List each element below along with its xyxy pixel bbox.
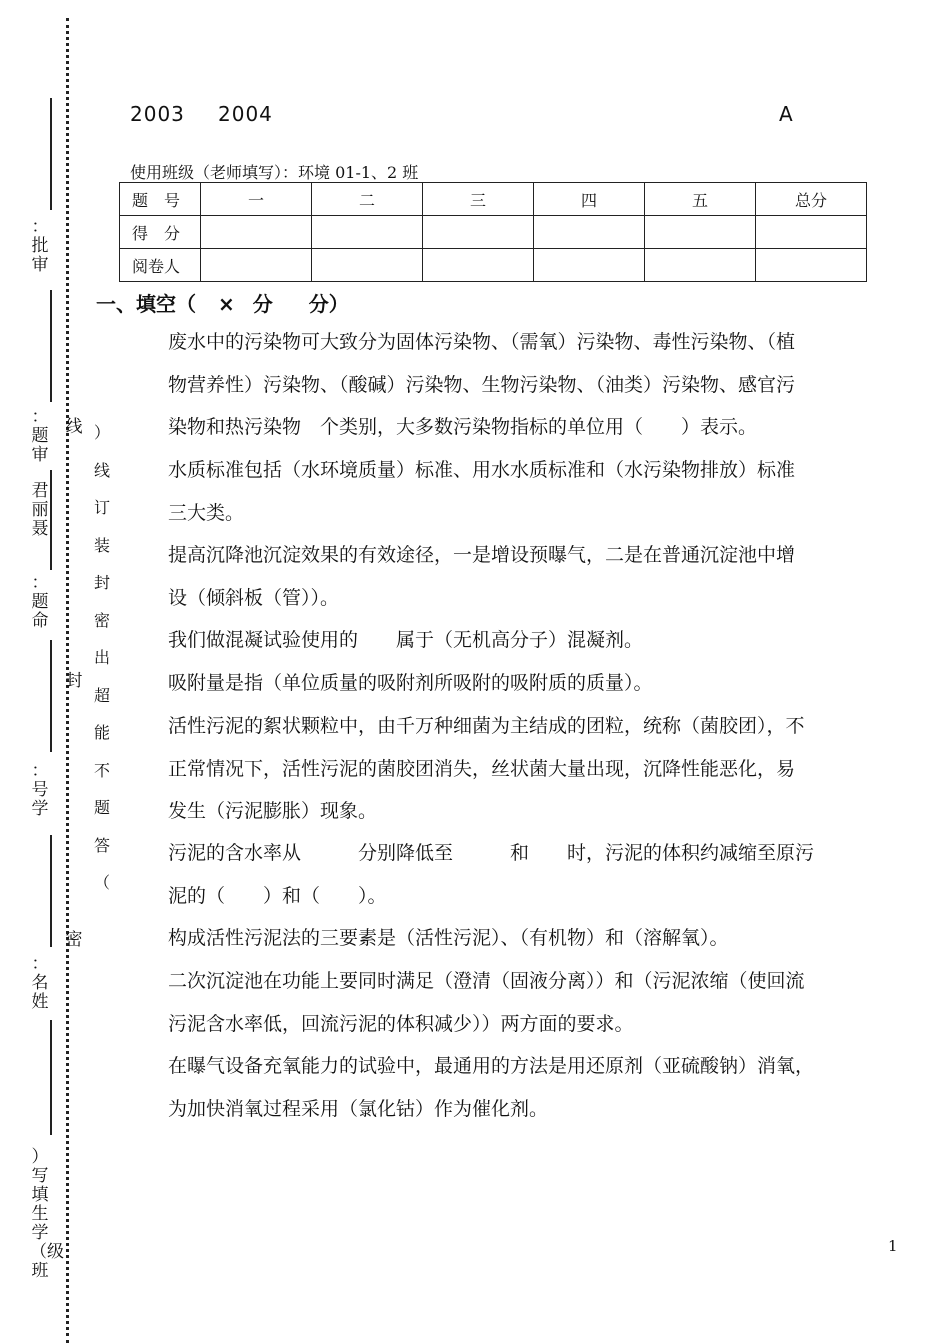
grader-cell [312, 249, 423, 282]
question-line: 废水中的污染物可大致分为固体污染物、（需氧）污染物、毒性污染物、（植 [168, 331, 796, 353]
section-title-prefix: 一、填空（ [96, 292, 196, 316]
margin-student-no-label: ：号学 [31, 761, 49, 819]
score-cell [645, 216, 756, 249]
section-title-fen2: 分） [308, 292, 349, 316]
grader-row [120, 249, 867, 282]
score-col-3: 三 [423, 183, 534, 216]
section-title-times: × [218, 292, 235, 316]
margin-name-label: ：名姓 [31, 954, 49, 1012]
score-cell [312, 216, 423, 249]
score-col-5: 五 [645, 183, 756, 216]
question-line: 正常情况下，活性污泥的菌胶团消失，丝状菌大量出现，沉降性能恶化，易 [168, 757, 796, 780]
grader-cell [423, 249, 534, 282]
score-row [120, 216, 867, 249]
question-line: 吸附量是指（单位质量的吸附剂所吸附的吸附质的质量）。 [168, 672, 653, 694]
question-line: 三大类。 [168, 501, 245, 524]
question-7 [168, 832, 814, 917]
question-line: 发生（污泥膨胀）现象。 [168, 800, 378, 822]
score-col-4: 四 [534, 183, 645, 216]
margin-class-label: ）写填生学（级 班 [30, 1147, 81, 1281]
question-line: 污泥含水率低，回流污泥的体积减少））两方面的要求。 [168, 1012, 634, 1035]
score-row-label: 得 分 [120, 216, 201, 249]
seal-warning-column: ）线订装封密出超能不题答（ [93, 423, 110, 892]
question-line: 污泥的含水率从 分别降低至 和 时，污泥的体积约减缩至原污 [168, 842, 815, 864]
score-col-2: 二 [312, 183, 423, 216]
score-cell [534, 216, 645, 249]
question-line: 二次沉淀池在功能上要同时满足（澄清（固液分离））和（污泥浓缩（使回流 [168, 970, 805, 992]
question-line: 为加快消氧过程采用（氯化钴）作为催化剂。 [168, 1097, 549, 1120]
question-line: 设（倾斜板（管））。 [168, 586, 340, 609]
header-year-start: 2003 [130, 102, 185, 126]
question-line: 水质标准包括（水环境质量）标准、用水水质标准和（水污染物排放）标准 [168, 459, 796, 481]
rule-author [50, 470, 52, 570]
score-col-label: 题 号 [120, 183, 201, 216]
score-cell [756, 216, 867, 249]
score-cell [201, 216, 312, 249]
question-line: 在曝气设备充氧能力的试验中，最通用的方法是用还原剂（亚硫酸钠）消氧， [168, 1055, 815, 1077]
rule-approve [50, 98, 52, 210]
seal-char-feng: 封 [65, 671, 83, 691]
seal-char-xian: 线 [65, 417, 83, 437]
score-cell [423, 216, 534, 249]
question-3 [168, 534, 795, 619]
score-table-header-row [120, 183, 867, 216]
question-5 [168, 662, 653, 705]
question-2 [168, 449, 795, 534]
question-line: 构成活性污泥法的三要素是（活性污泥）、（有机物）和（溶解氧）。 [168, 927, 729, 949]
question-line: 染物和热污染物 个类别，大多数污染物指标的单位用（ ）表示。 [168, 416, 758, 438]
class-line: 使用班级（老师填写）：环境 01-1、2 班 [130, 163, 419, 182]
question-line: 物营养性）污染物、（酸碱）污染物、生物污染物、（油类）污染物、感官污 [168, 373, 796, 396]
score-table [119, 182, 867, 282]
margin-approve-label: ：批审 [31, 217, 49, 275]
question-line: 我们做混凝试验使用的 属于（无机高分子）混凝剂。 [168, 629, 644, 651]
question-1 [168, 321, 795, 449]
grader-row-label: 阅卷人 [120, 249, 201, 282]
grader-cell [756, 249, 867, 282]
margin-reviewer-name: 君丽聂 [31, 481, 49, 539]
section-title-fen1: 分 [252, 292, 273, 316]
question-line: 提高沉降池沉淀效果的有效途径，一是增设预曝气，二是在普通沉淀池中增 [168, 544, 796, 566]
section-title [96, 288, 349, 317]
margin-author-label: ：题命 [31, 573, 49, 631]
question-9 [168, 960, 805, 1045]
question-line: 泥的（ ）和（ ）。 [168, 884, 387, 907]
question-line: 活性污泥的絮状颗粒中，由千万种细菌为主结成的团粒，统称（菌胶团），不 [168, 715, 805, 737]
rule-review [50, 290, 52, 402]
grader-cell [201, 249, 312, 282]
seal-char-mi: 密 [65, 930, 83, 950]
grader-cell [645, 249, 756, 282]
question-4 [168, 619, 643, 662]
header-paper-label: A [779, 102, 794, 126]
rule-student-no-top [50, 640, 52, 752]
question-6 [168, 705, 805, 833]
page-number: 1 [888, 1237, 898, 1255]
rule-class [50, 1020, 52, 1135]
rule-name-top [50, 835, 52, 947]
question-10 [168, 1045, 814, 1130]
grader-cell [534, 249, 645, 282]
margin-review-label: ：题审 [31, 407, 49, 465]
score-col-total: 总分 [756, 183, 867, 216]
score-col-1: 一 [201, 183, 312, 216]
question-8 [168, 917, 729, 960]
header-year-end: 2004 [218, 102, 273, 126]
